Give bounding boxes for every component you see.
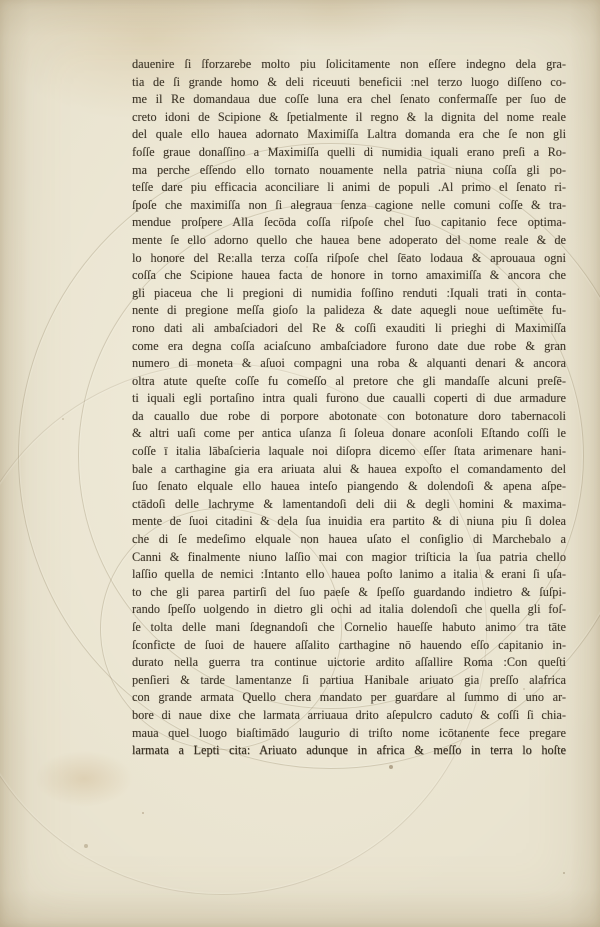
text-line: maua quel luogo biaſtimādo laugurio di triſto nome icōtanente fece pregare	[132, 725, 566, 740]
text-line: che di ſe medeſimo elquale non hauea uſato el conſiglio di Marchebalo a	[132, 532, 566, 547]
text-line: bale a carthagine gia era ariuata alui & hauea expoſto el comandamento del	[132, 461, 566, 476]
text-line: penſieri & tarde lamentanze ſi partiua Hanibale ariuato gia preſſo alafrica	[132, 672, 566, 687]
text-line: nente di pregione meſſa gioſo la palideza & date aquegli noue ueſtimēte fu-	[132, 303, 566, 318]
text-line: ti iquali egli portaſino intra quali furono due caualli coperti di due armadure	[132, 391, 566, 406]
text-line: del quale ello hauea adornato Maximiſſa Laltra domanda era che ſe non gli	[132, 127, 566, 142]
text-line: da cauallo due robe di porpore abotonate con botonature doro tabernacoli	[132, 408, 566, 423]
text-line: mente de ſuoi citadini & dela ſua inuidia era partito & di niuna piu ſi dolea	[132, 514, 566, 529]
text-line: ſe tolta delle mani ſdegnandoſi che Cornelio haueſſe habuto animo tra tāte	[132, 620, 566, 634]
text-line: ctādoſi delle lachryme & lamentandoſi deli dii & degli homini & maxima-	[132, 496, 566, 511]
text-line: ſconficte de ſuoi de hauere aſſalito carthagine nō hauendo eſſo capitanio in-	[132, 637, 566, 652]
text-line: coſſe ī italia lābaſcieria laquale noi diſopra dicemo eſſer ſtata arimenare hani-	[132, 444, 566, 459]
text-line: teſſe dare piu efficacia aconciliare li animi de populi .Al primo el ſenato ri-	[132, 180, 566, 195]
text-line: oltra atute queſte coſſe fu comeſſo al pretore che gli mandaſſe alcuni preſē-	[132, 373, 566, 388]
text-line: & altri uaſi come per antica uſanza ſi ſoleua donare aconſoli Eſtando coſſi le	[132, 426, 566, 441]
text-line: rando ſpeſſo uolgendo in dietro gli ochi ad italia dolendoſi che quella gli foſ-	[132, 602, 566, 617]
text-line: coſſa che Scipione hauea facta de honore in torno amaximiſſa & ancora che	[132, 268, 566, 283]
text-line: mendue proſpere Alla ſecōda coſſa riſpoſe chel ſuo capitanio fece optima-	[132, 215, 566, 230]
text-line: numero di moneta & aſuoi compagni una roba & alquanti denari & ancora	[132, 356, 566, 371]
text-line: lo honore del Re:alla terza coſſa riſpoſe chel ſēato lodaua & aprouaua ogni	[132, 250, 566, 265]
text-line: foſſe graue donaſſino a Maximiſſa quelli di numidia iquali erano preſi a Ro-	[132, 144, 566, 159]
text-line: laſſio quella de nemici :Intanto ello hauea poſto lanimo a italia & erani ſi uſa-	[132, 567, 566, 582]
text-line: ſuo ſenato elquale ello hauea inteſo piangendo & dolendoſi & apena aſpe-	[132, 479, 566, 494]
text-line: me il Re domandaua due coſſe luna era chel ſenato confermaſſe per ſuo de	[132, 92, 566, 107]
text-line: larmata a Lepti cita: Ariuato adunque in africa & meſſo in terra lo hoſte	[132, 743, 566, 758]
text-line: tia de ſi grande homo & deli riceuuti beneficii :nel terzo luogo diſſeno co-	[132, 74, 566, 89]
text-line: dauenire ſi ſforzarebe molto piu ſolicitamente non eſſere indegno dela gra-	[132, 57, 566, 71]
text-line: gli piaceua che li pregioni di numidia foſſino renduti :Iquali trati in conta-	[132, 285, 566, 300]
text-block	[132, 56, 566, 760]
text-line: Canni & finalmente niuno laſſio mai con magior triſticia la ſua patria chello	[132, 549, 566, 564]
foxing-specks	[0, 0, 2, 2]
text-line: ma perche eſſendo ello tornato nouamente nella patria niuna coſſa gli po-	[132, 162, 566, 177]
text-line: come era degna coſſa aciaſcuno ambaſciadore furono date due robe & gran	[132, 338, 566, 353]
text-line: con grande armata Quello chera mandato per guardare al ſummo di uno ar-	[132, 690, 566, 705]
text-line: to che gli parea partirſi del ſuo paeſe & ſpeſſo guardando indietro & ſuſpi-	[132, 584, 566, 599]
text-line: durato nella guerra tra continue uictorie ardito aſſallire Roma :Con queſti	[132, 655, 566, 670]
text-line: mente ſe ello adorno quello che hauea bene adoperato del nome reale & de	[132, 232, 566, 247]
text-line: bore di naue dixe che larmata arriuaua drito aſepulcro caduto & coſſi ſi chia-	[132, 707, 566, 722]
text-line: rono dati ali ambaſciadori del Re & coſſi exauditi li prieghi di Maximiſſa	[132, 320, 566, 335]
text-line: ſpoſe che maximiſſa non ſi alegraua ſenza cagione nelle comuni coſſe & tra-	[132, 197, 566, 212]
text-line: creto idoni de Scipione & ſpetialmente il regno & la dignita del nome reale	[132, 109, 566, 124]
